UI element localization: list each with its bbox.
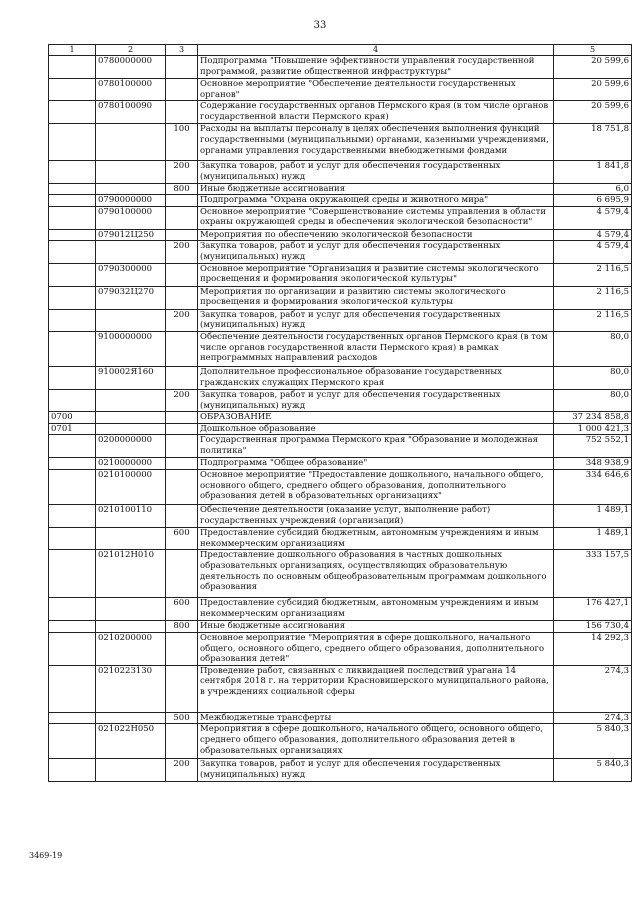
section-cell	[49, 759, 96, 781]
table-row	[49, 195, 632, 207]
section-cell	[49, 470, 96, 505]
expense-type-cell: 200	[166, 389, 198, 411]
expense-type-cell: 100	[166, 124, 198, 161]
item-name-cell: Иные бюджетные ассигнования	[198, 621, 554, 633]
amount-cell: 274,3	[554, 712, 632, 724]
expense-type-cell	[166, 435, 198, 458]
table-row	[49, 206, 632, 229]
document-code: 3469-19	[29, 851, 63, 860]
amount-cell: 1 489,1	[554, 505, 632, 528]
table-row	[49, 79, 632, 101]
amount-cell: 20 599,6	[554, 56, 632, 79]
amount-cell: 2 116,5	[554, 263, 632, 286]
amount-cell: 334 646,6	[554, 470, 632, 505]
expense-type-cell	[166, 724, 198, 759]
item-name-cell: Иные бюджетные ассигнования	[198, 183, 554, 195]
expense-type-cell: 600	[166, 598, 198, 621]
section-cell	[49, 309, 96, 331]
table-row	[49, 286, 632, 309]
expense-type-cell: 800	[166, 183, 198, 195]
amount-cell: 6,0	[554, 183, 632, 195]
expense-type-cell	[166, 56, 198, 79]
item-name-cell: Государственная программа Пермского края "Образование и молодежная политика"	[198, 435, 554, 458]
expense-type-cell	[166, 550, 198, 598]
section-cell: 0701	[49, 423, 96, 435]
target-code-cell: 0210200000	[96, 632, 166, 665]
expense-type-cell	[166, 195, 198, 207]
section-cell	[49, 241, 96, 263]
table-row	[49, 470, 632, 505]
amount-cell: 20 599,6	[554, 79, 632, 101]
target-code-cell: 079012Ц250	[96, 229, 166, 241]
section-cell	[49, 161, 96, 183]
target-code-cell	[96, 759, 166, 781]
expense-type-cell: 500	[166, 712, 198, 724]
amount-cell: 1 841,8	[554, 161, 632, 183]
section-cell	[49, 56, 96, 79]
target-code-cell: 0790100000	[96, 206, 166, 229]
target-code-cell	[96, 389, 166, 411]
target-code-cell	[96, 423, 166, 435]
table-row	[49, 423, 632, 435]
target-code-cell	[96, 412, 166, 424]
amount-cell: 274,3	[554, 665, 632, 712]
amount-cell: 156 730,4	[554, 621, 632, 633]
column-number: 5	[554, 45, 632, 56]
table-row	[49, 712, 632, 724]
item-name-cell: Основное мероприятие "Организация и развитие системы экологического просвещения и формирования экологической культуры"	[198, 263, 554, 286]
item-name-cell: Основное мероприятие "Совершенствование системы управления в области охраны окружающей среды и обеспечения экологической безопасности"	[198, 206, 554, 229]
section-cell	[49, 206, 96, 229]
amount-cell: 2 116,5	[554, 309, 632, 331]
table-row	[49, 505, 632, 528]
item-name-cell: Дошкольное образование	[198, 423, 554, 435]
expense-type-cell	[166, 263, 198, 286]
amount-cell: 18 751,8	[554, 124, 632, 161]
item-name-cell: Предоставление субсидий бюджетным, автономным учреждениям и иным некоммерческим организациям	[198, 598, 554, 621]
expense-type-cell	[166, 206, 198, 229]
table-row	[49, 528, 632, 550]
table-row	[49, 241, 632, 263]
table-row	[49, 331, 632, 366]
item-name-cell: Основное мероприятие "Обеспечение деятельности государственных органов"	[198, 79, 554, 101]
target-code-cell: 021022Н050	[96, 724, 166, 759]
amount-cell: 14 292,3	[554, 632, 632, 665]
section-cell	[49, 286, 96, 309]
amount-cell: 37 234 858,8	[554, 412, 632, 424]
item-name-cell: Мероприятия по обеспечению экологической безопасности	[198, 229, 554, 241]
table-row	[49, 124, 632, 161]
section-cell	[49, 598, 96, 621]
amount-cell: 752 552,1	[554, 435, 632, 458]
table-row	[49, 366, 632, 389]
section-cell	[49, 183, 96, 195]
table-row	[49, 183, 632, 195]
item-name-cell: Основное мероприятие "Предоставление дошкольного, начального общего, основного общего, среднего общего образования, дополнительного образования детей в образовательных организациях"	[198, 470, 554, 505]
table-row	[49, 458, 632, 470]
target-code-cell: 0780100090	[96, 101, 166, 124]
section-cell	[49, 528, 96, 550]
target-code-cell	[96, 712, 166, 724]
column-number: 1	[49, 45, 96, 56]
expense-type-cell: 600	[166, 528, 198, 550]
item-name-cell: Проведение работ, связанных с ликвидацией последствий урагана 14 сентября 2018 г. на территории Красновишерского муниципального района, в учреждениях социальной сферы	[198, 665, 554, 712]
target-code-cell: 079032Ц270	[96, 286, 166, 309]
expense-type-cell: 200	[166, 161, 198, 183]
amount-cell: 4 579,4	[554, 206, 632, 229]
table-row	[49, 389, 632, 411]
item-name-cell: Обеспечение деятельности государственных органов Пермского края (в том числе органов государственной власти Пермского края) в рамках непрограммных направлений расходов	[198, 331, 554, 366]
budget-table	[48, 44, 632, 782]
section-cell	[49, 505, 96, 528]
section-cell	[49, 458, 96, 470]
expense-type-cell: 200	[166, 309, 198, 331]
expense-type-cell	[166, 423, 198, 435]
amount-cell: 333 157,5	[554, 550, 632, 598]
table-row	[49, 724, 632, 759]
item-name-cell: Мероприятия по организации и развитию системы экологического просвещения и формирования экологической культуры	[198, 286, 554, 309]
section-cell	[49, 331, 96, 366]
column-number: 4	[198, 45, 554, 56]
table-row	[49, 598, 632, 621]
target-code-cell: 021012Н010	[96, 550, 166, 598]
expense-type-cell	[166, 665, 198, 712]
amount-cell: 80,0	[554, 389, 632, 411]
item-name-cell: Подпрограмма "Повышение эффективности управления государственной программой, развитие общественной инфраструктуры"	[198, 56, 554, 79]
section-cell	[49, 665, 96, 712]
item-name-cell: Закупка товаров, работ и услуг для обеспечения государственных (муниципальных) нужд	[198, 759, 554, 781]
target-code-cell: 0200000000	[96, 435, 166, 458]
expense-type-cell	[166, 505, 198, 528]
amount-cell: 5 840,3	[554, 724, 632, 759]
target-code-cell	[96, 183, 166, 195]
section-cell	[49, 79, 96, 101]
section-cell	[49, 435, 96, 458]
section-cell	[49, 712, 96, 724]
expense-type-cell	[166, 470, 198, 505]
section-cell	[49, 632, 96, 665]
expense-type-cell	[166, 101, 198, 124]
item-name-cell: Закупка товаров, работ и услуг для обеспечения государственных (муниципальных) нужд	[198, 389, 554, 411]
target-code-cell: 0210100110	[96, 505, 166, 528]
section-cell: 0700	[49, 412, 96, 424]
table-row	[49, 759, 632, 781]
item-name-cell: Подпрограмма "Охрана окружающей среды и животного мира"	[198, 195, 554, 207]
item-name-cell: Закупка товаров, работ и услуг для обеспечения государственных (муниципальных) нужд	[198, 161, 554, 183]
amount-cell: 6 695,9	[554, 195, 632, 207]
target-code-cell	[96, 241, 166, 263]
page-number: 33	[313, 20, 327, 31]
section-cell	[49, 124, 96, 161]
amount-cell: 4 579,4	[554, 229, 632, 241]
amount-cell: 348 938,9	[554, 458, 632, 470]
table-row	[49, 665, 632, 712]
table-row	[49, 161, 632, 183]
item-name-cell: Межбюджетные трансферты	[198, 712, 554, 724]
table-row	[49, 550, 632, 598]
table-row	[49, 621, 632, 633]
target-code-cell: 9100000000	[96, 331, 166, 366]
expense-type-cell	[166, 366, 198, 389]
amount-cell: 1 000 421,3	[554, 423, 632, 435]
expense-type-cell	[166, 412, 198, 424]
target-code-cell: 0790000000	[96, 195, 166, 207]
expense-type-cell	[166, 229, 198, 241]
amount-cell: 1 489,1	[554, 528, 632, 550]
item-name-cell: Обеспечение деятельности (оказание услуг, выполнение работ) государственных учреждений (организаций)	[198, 505, 554, 528]
expense-type-cell	[166, 286, 198, 309]
column-number: 3	[166, 45, 198, 56]
table-row	[49, 435, 632, 458]
target-code-cell: 0210223130	[96, 665, 166, 712]
target-code-cell	[96, 161, 166, 183]
expense-type-cell: 200	[166, 759, 198, 781]
item-name-cell: Подпрограмма "Общее образование"	[198, 458, 554, 470]
section-cell	[49, 389, 96, 411]
table-row	[49, 101, 632, 124]
column-number-row	[49, 45, 632, 56]
expense-type-cell	[166, 632, 198, 665]
item-name-cell: Основное мероприятие "Мероприятия в сфере дошкольного, начального общего, основного общего, среднего общего образования, дополнительного образования детей"	[198, 632, 554, 665]
target-code-cell: 0780100000	[96, 79, 166, 101]
target-code-cell	[96, 309, 166, 331]
item-name-cell: ОБРАЗОВАНИЕ	[198, 412, 554, 424]
target-code-cell	[96, 528, 166, 550]
table-row	[49, 632, 632, 665]
section-cell	[49, 229, 96, 241]
amount-cell: 20 599,6	[554, 101, 632, 124]
table-row	[49, 412, 632, 424]
amount-cell: 80,0	[554, 366, 632, 389]
expense-type-cell	[166, 331, 198, 366]
section-cell	[49, 550, 96, 598]
table-row	[49, 309, 632, 331]
target-code-cell	[96, 598, 166, 621]
amount-cell: 176 427,1	[554, 598, 632, 621]
item-name-cell: Закупка товаров, работ и услуг для обеспечения государственных (муниципальных) нужд	[198, 241, 554, 263]
target-code-cell	[96, 124, 166, 161]
item-name-cell: Содержание государственных органов Пермского края (в том числе органов государственной власти Пермского края)	[198, 101, 554, 124]
expense-type-cell	[166, 79, 198, 101]
budget-table-body	[49, 45, 632, 782]
section-cell	[49, 366, 96, 389]
item-name-cell: Закупка товаров, работ и услуг для обеспечения государственных (муниципальных) нужд	[198, 309, 554, 331]
amount-cell: 2 116,5	[554, 286, 632, 309]
target-code-cell: 910002Я160	[96, 366, 166, 389]
item-name-cell: Предоставление дошкольного образования в частных дошкольных образовательных организациях, осуществляющих образовательную деятельность по основным общеобразовательным программам дошкольного образования	[198, 550, 554, 598]
column-number: 2	[96, 45, 166, 56]
item-name-cell: Расходы на выплаты персоналу в целях обеспечения выполнения функций государственными (муниципальными) органами, казенными учреждениями, органами управления государственными внебюджетными фондами	[198, 124, 554, 161]
section-cell	[49, 724, 96, 759]
item-name-cell: Предоставление субсидий бюджетным, автономным учреждениям и иным некоммерческим организациям	[198, 528, 554, 550]
item-name-cell: Мероприятия в сфере дошкольного, начального общего, основного общего, среднего общего образования, дополнительного образования детей в образовательных организациях	[198, 724, 554, 759]
target-code-cell: 0790300000	[96, 263, 166, 286]
table-row	[49, 56, 632, 79]
target-code-cell: 0210000000	[96, 458, 166, 470]
table-row	[49, 263, 632, 286]
item-name-cell: Дополнительное профессиональное образование государственных гражданских служащих Пермского края	[198, 366, 554, 389]
expense-type-cell	[166, 458, 198, 470]
section-cell	[49, 263, 96, 286]
target-code-cell: 0210100000	[96, 470, 166, 505]
target-code-cell: 0780000000	[96, 56, 166, 79]
expense-type-cell: 800	[166, 621, 198, 633]
section-cell	[49, 101, 96, 124]
section-cell	[49, 195, 96, 207]
amount-cell: 80,0	[554, 331, 632, 366]
amount-cell: 5 840,3	[554, 759, 632, 781]
expense-type-cell: 200	[166, 241, 198, 263]
target-code-cell	[96, 621, 166, 633]
amount-cell: 4 579,4	[554, 241, 632, 263]
section-cell	[49, 621, 96, 633]
table-row	[49, 229, 632, 241]
